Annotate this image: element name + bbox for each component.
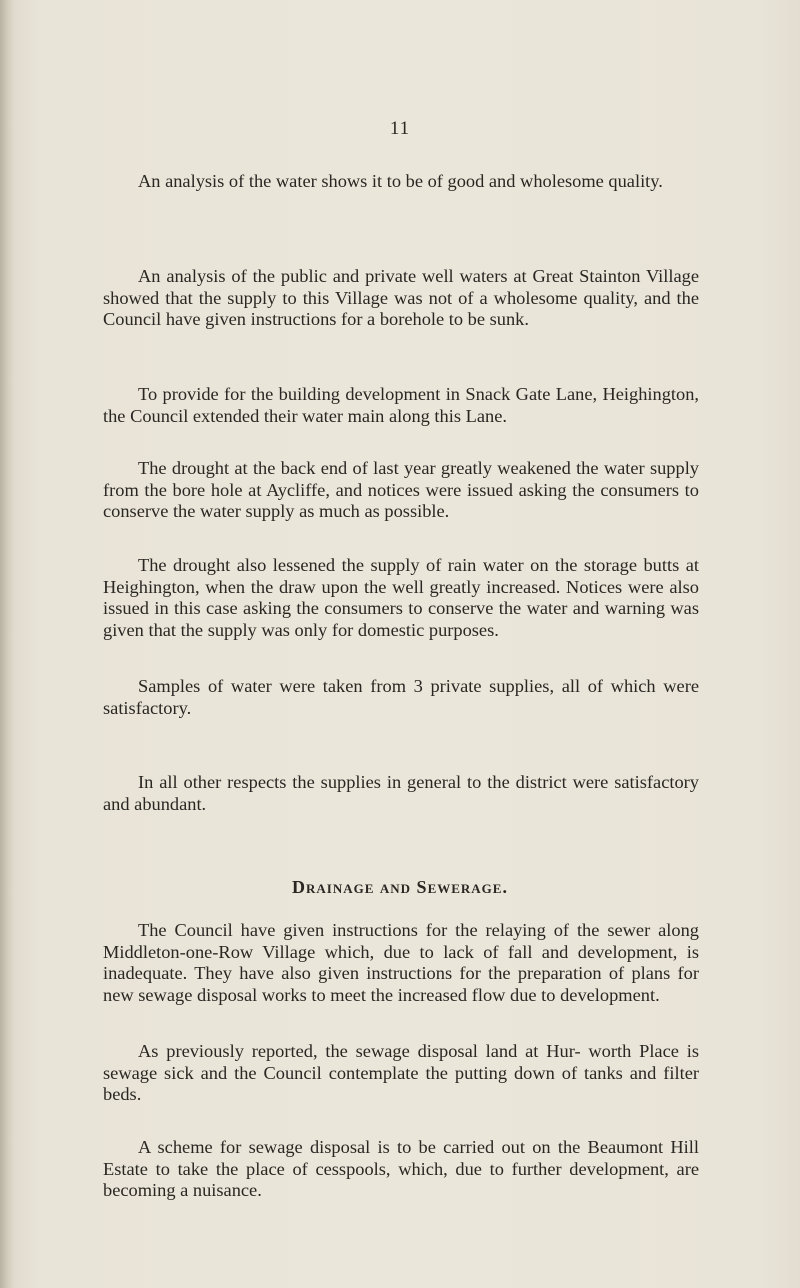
page-binding-shadow xyxy=(0,0,14,1288)
paragraph-private-samples: Samples of water were taken from 3 private supplies, all of which were satisfactory. xyxy=(103,676,699,718)
paragraph-aycliffe-drought: The drought at the back end of last year greatly weakened the water supply from the bore hole at Aycliffe, and notices were issued asking the consumers to conserve the water supply as much as possible. xyxy=(103,458,699,521)
paragraph-hurworth-place: As previously reported, the sewage disposal land at Hur- worth Place is sewage sick and the Council contemplate the putting down of tanks and filter beds. xyxy=(103,1041,699,1104)
paragraph-middleton-sewer: The Council have given instructions for the relaying of the sewer along Middleton-one-Row Village which, due to lack of fall and development, is inadequate. They have also given instructions for the preparation of plans for new sewage disposal works to meet the increased flow due to development. xyxy=(103,920,699,1005)
paragraph-great-stainton: An analysis of the public and private well waters at Great Stainton Village showed that the supply to this Village was not of a wholesome quality, and the Council have given instructions for a borehole to be sunk. xyxy=(103,266,699,329)
paragraph-general-supplies: In all other respects the supplies in general to the district were satisfactory and abundant. xyxy=(103,772,699,814)
paragraph-snack-gate-lane: To provide for the building development in Snack Gate Lane, Heighington, the Council extended their water main along this Lane. xyxy=(103,384,699,426)
section-heading-drainage: Drainage and Sewerage. xyxy=(292,877,508,897)
page-number: 11 xyxy=(389,118,411,139)
paragraph-water-analysis: An analysis of the water shows it to be of good and wholesome quality. xyxy=(138,171,663,191)
paragraph-heighington-storage: The drought also lessened the supply of rain water on the storage butts at Heighington, when the draw upon the well greatly increased. Notices were also issued in this case asking the consumers to conserve the water and warning was given that the supply was only for domestic purposes. xyxy=(103,555,699,640)
paragraph-beaumont-hill: A scheme for sewage disposal is to be carried out on the Beaumont Hill Estate to take the place of cesspools, which, due to further development, are becoming a nuisance. xyxy=(103,1137,699,1200)
